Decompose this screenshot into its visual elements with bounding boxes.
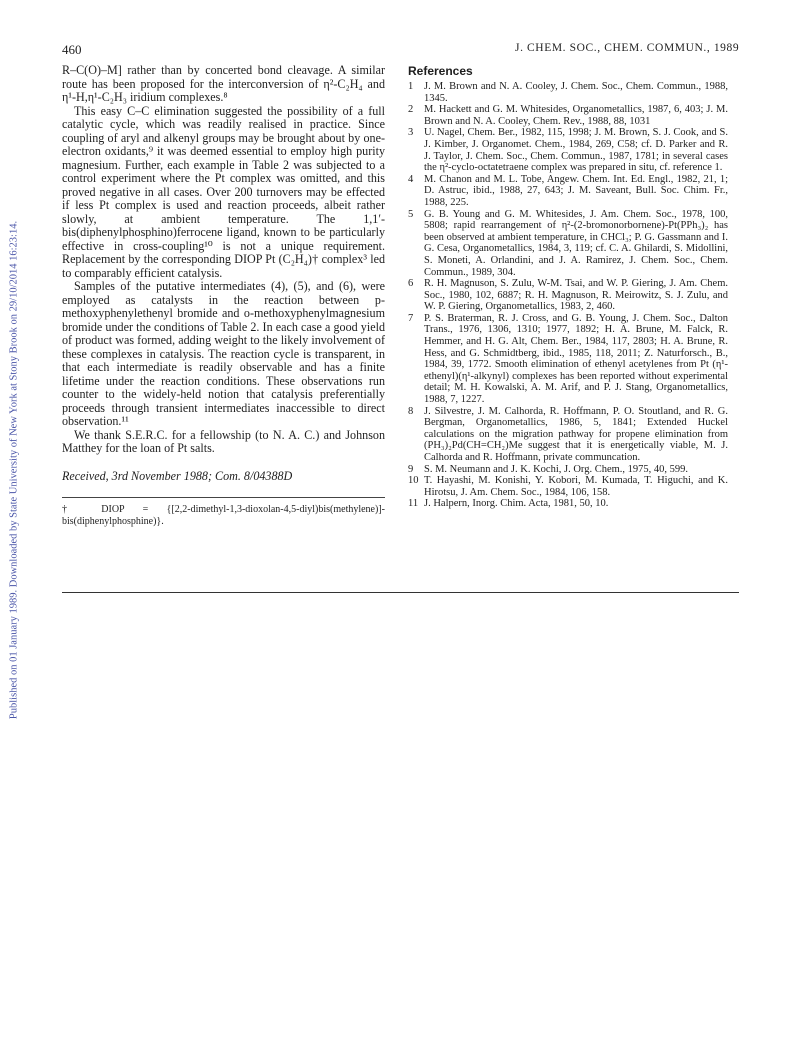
reference-number: 7 — [408, 312, 414, 324]
reference-number: 4 — [408, 173, 414, 185]
references-column — [408, 64, 728, 510]
reference-text: J. M. Brown and N. A. Cooley, J. Chem. Soc., Chem. Commun., 1988, 1345. — [424, 81, 728, 104]
reference-text: S. M. Neumann and J. K. Kochi, J. Org. Chem., 1975, 40, 599. — [424, 463, 689, 475]
reference-text: M. Chanon and M. L. Tobe, Angew. Chem. Int. Ed. Engl., 1982, 21, 1; D. Astruc, ibid., 1988, 27, 643; J. M. Saveant, Bull. Soc. Chim. Fr., 1988, 225. — [424, 173, 728, 208]
reference-number: 11 — [408, 498, 419, 510]
reference-text: R. H. Magnuson, S. Zulu, W-M. Tsai, and W. P. Giering, J. Am. Chem. Soc., 1980, 102, 6887; R. H. Magnuson, R. Meirowitz, S. J. Zulu, and W. P. Giering, Organometallics, 1983, 2, 460. — [424, 278, 728, 313]
reference-text: T. Hayashi, M. Konishi, Y. Kobori, M. Kumada, T. Higuchi, and K. Hirotsu, J. Am. Chem. Soc., 1984, 106, 158. — [424, 475, 728, 498]
paragraph: Samples of the putative intermediates (4), (5), and (6), were employed as catalysts in the reaction between p-methoxyphenylethenyl bromide and o-methoxyphenylmagnesium bromide under the conditions of Table 2. In each case a good yield of product was formed, adding weight to the likely involvement of these complexes in catalysis. The reaction cycle is transparent, in that each intermediate is readily observable and has a finite lifetime under the reaction conditions. These observations run counter to the widely-held notion that catalysis preferentially proceeds through transient intermediates inaccessible to direct observation.¹¹ — [62, 279, 385, 428]
reference-item — [408, 498, 728, 510]
reference-number: 9 — [408, 463, 414, 475]
reference-number: 1 — [408, 81, 414, 92]
reference-text: J. Halpern, Inorg. Chim. Acta, 1981, 50, 10. — [424, 498, 609, 510]
reference-item — [408, 406, 728, 464]
reference-list — [408, 81, 728, 510]
acknowledgement: We thank S.E.R.C. for a fellowship (to N. A. C.) and Johnson Matthey for the loan of Pt salts. — [62, 427, 385, 455]
paragraph: R–C(O)–M] rather than by concerted bond cleavage. A similar route has been proposed for the interconversion of η²-C₂H₄ and η¹-H,η¹-C₂H₃ iridium complexes.⁸ — [62, 63, 385, 104]
download-stamp: Published on 01 January 1989. Downloaded by State University of New York at Stony Brook on 29/10/2014 16:23:14. — [8, 220, 20, 720]
reference-number: 8 — [408, 405, 414, 417]
reference-item — [408, 209, 728, 279]
reference-item — [408, 127, 728, 173]
reference-number: 10 — [408, 475, 419, 487]
reference-text: M. Hackett and G. M. Whitesides, Organometallics, 1987, 6, 403; J. M. Brown and N. A. Cooley, Chem. Rev., 1988, 88, 1031 — [424, 104, 728, 127]
running-head: J. CHEM. SOC., CHEM. COMMUN., 1989 — [515, 42, 740, 54]
references-heading: References — [408, 64, 473, 78]
reference-item — [408, 104, 728, 127]
page-number: 460 — [62, 42, 82, 57]
page-bottom-rule — [62, 592, 739, 593]
reference-number: 6 — [408, 278, 414, 290]
reference-text: P. S. Braterman, R. J. Cross, and G. B. Young, J. Chem. Soc., Dalton Trans., 1976, 1306, 1310; 1977, 1892; H. A. Brune, M. Falck, R. Hemmer, and H. G. Alt, Chem. Ber., 1984, 117, 2803; H. A. Brune, R. Hess, and G. Schmidtberg, ibid., 1985, 118, 2011; Z. Naturforsch., B., 1984, 39, 1772. Smooth elimination of ethenyl acetylenes from Pt (η¹-ethenyl)(η¹-alkynyl) complexes has been reported without experimental detail; M. H. Kowalski, A. M. Arif, and P. J. Stang, Organometallics, 1988, 7, 1227. — [424, 312, 728, 406]
reference-item — [408, 464, 728, 476]
reference-text: J. Silvestre, J. M. Calhorda, R. Hoffmann, P. O. Stoutland, and R. G. Bergman, Organometallics, 1986, 5, 1841; Extended Huckel calculations on the migration pathway for propene elimination from (PH₃)₂Pd(CH=CH₂)Me suggest that it is energetically viable, M. J. Calhorda and R. Hoffmann, private communcation. — [424, 405, 728, 463]
reference-item — [408, 313, 728, 406]
footnote: † DIOP = {[2,2-dimethyl-1,3-dioxolan-4,5-diyl)bis(methylene)]-bis(diphenylphosphine)}. — [62, 504, 385, 527]
reference-text: U. Nagel, Chem. Ber., 1982, 115, 1998; J. M. Brown, S. J. Cook, and S. J. Kimber, J. Organomet. Chem., 1984, 269, C58; cf. D. Parker and R. J. Taylor, J. Chem. Soc., Chem. Commun., 1987, 1781; in several cases the η²-cyclo-octatetraene complex was prepared in situ, cf. reference 1. — [424, 127, 728, 174]
paragraph: This easy C–C elimination suggested the possibility of a full catalytic cycle, which was readily realised in practice. Since coupling of aryl and alkenyl groups may be brought about by one-electron oxidants,⁹ it was deemed essential to employ high purity magnesium. Further, each example in Table 2 was subjected to a control experiment where the Pt complex was omitted, and this proved negative in all cases. Over 200 turnovers may be effected if less Pt complex is used and reaction proceeds, albeit rather slowly, at ambient temperature. The 1,1′-bis(diphenylphosphino)ferrocene ligand, known to be particularly effective in cross-coupling¹⁰ is not a unique requirement. Replacement by the corresponding DIOP Pt (C₂H₄)† complex³ led to comparably efficient catalysis. — [62, 103, 385, 280]
reference-number: 3 — [408, 127, 414, 139]
left-column — [62, 64, 385, 527]
reference-item — [408, 174, 728, 209]
reference-item — [408, 278, 728, 313]
reference-number: 2 — [408, 104, 414, 116]
reference-item — [408, 475, 728, 498]
footnote-divider — [62, 497, 385, 498]
reference-item — [408, 81, 728, 104]
reference-number: 5 — [408, 208, 414, 220]
received-date: Received, 3rd November 1988; Com. 8/04388D — [62, 468, 293, 483]
reference-text: G. B. Young and G. M. Whitesides, J. Am. Chem. Soc., 1978, 100, 5808; rapid rearrangement of η²-(2-bromonorbornene)-Pt(PPh₃)₂ has been observed at ambient temperature, in CHCl₃; P. G. Gassmann and I. G. Cesa, Organometallics, 1984, 3, 119; cf. C. A. Ghilardi, S. Midollini, S. Moneti, A. Orlandini, and J. A. Ramirez, J. Chem. Soc., Chem. Commun., 1989, 304. — [424, 208, 728, 278]
